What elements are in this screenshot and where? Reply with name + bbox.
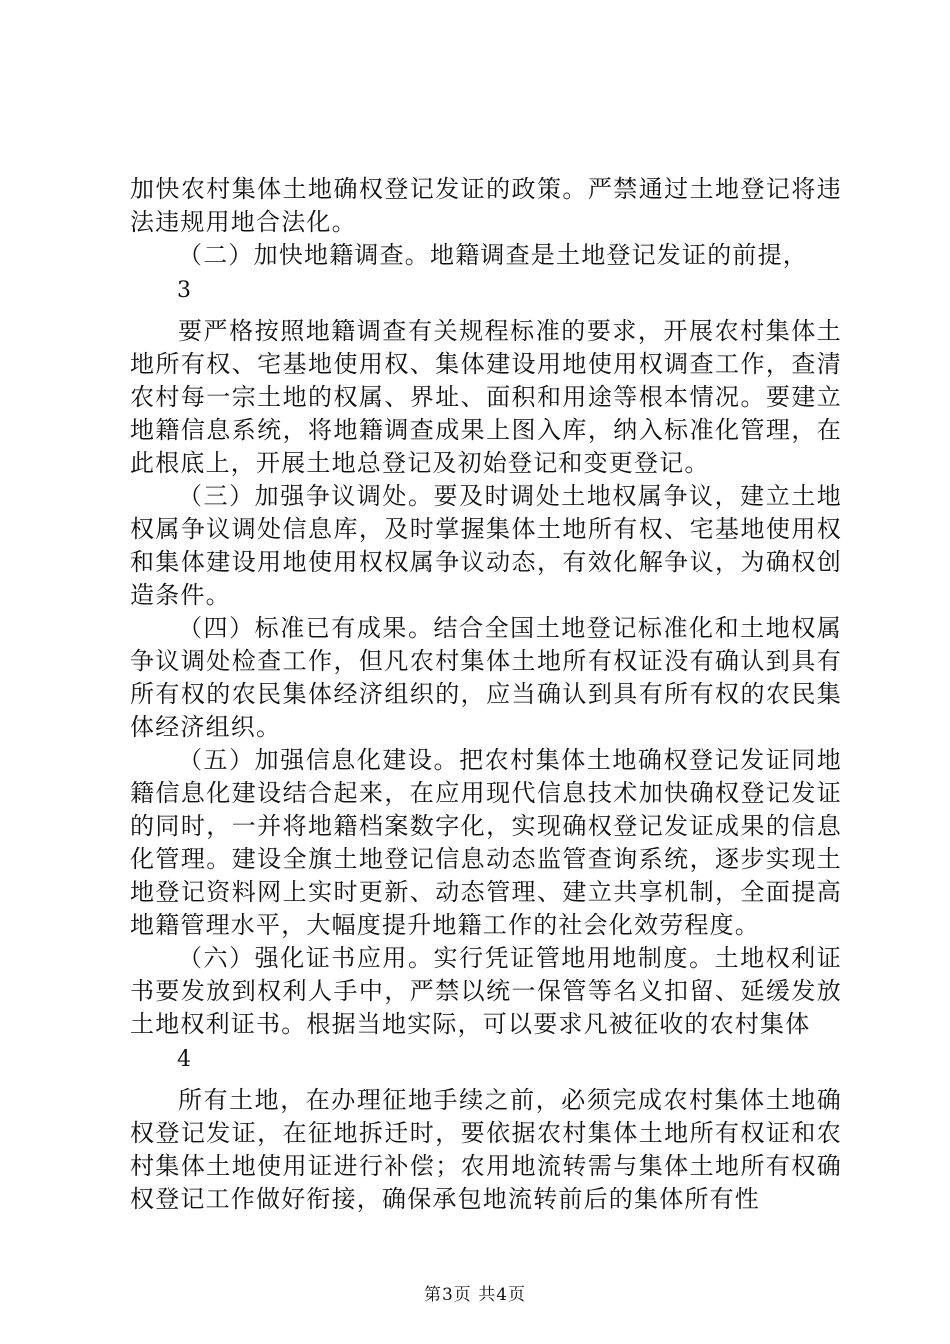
paragraph-section-5: （五）加强信息化建设。把农村集体土地确权登记发证同地籍信息化建设结合起来，在应用现代信息技术加快确权登记发证的同时，一并将地籍档案数字化，实现确权登记发证成果的信息化管理。建设全旗土地登记信息动态监管查询系统，逐步实现土地登记资料网上实时更新、动态管理、建立共享机制，全面提高地籍管理水平，大幅度提升地籍工作的社会化效劳程度。 xyxy=(130,746,842,939)
paragraph-section-2-heading: （二）加快地籍调查。地籍调查是土地登记发证的前提， xyxy=(178,241,808,269)
page-number-marker: 4 xyxy=(177,1047,191,1072)
paragraph-section-3: （三）加强争议调处。要及时调处土地权属争议，建立土地权属争议调处信息库，及时掌握集体土地所有权、宅基地使用权和集体建设用地使用权权属争议动态，有效化解争议，为确权创造条件。 xyxy=(130,482,842,609)
paragraph: 要严格按照地籍调查有关规程标准的要求，开展农村集体土地所有权、宅基地使用权、集体建设用地使用权调查工作，查清农村每一宗土地的权属、界址、面积和用途等根本情况。要建立地籍信息系统，将地籍调查成果上图入库，纳入标准化管理，在此根底上，开展土地总登记及初始登记和变更登记。 xyxy=(130,317,842,477)
page-footer: 第3页 共4页 xyxy=(423,1285,527,1305)
document-body xyxy=(130,173,842,1216)
page-number-marker: 3 xyxy=(177,278,191,303)
paragraph-section-4: （四）标准已有成果。结合全国土地登记标准化和土地权属争议调处检查工作，但凡农村集体土地所有权证没有确认到具有所有权的农民集体经济组织的，应当确认到具有所有权的农民集体经济组织。 xyxy=(130,614,842,741)
paragraph-section-6: （六）强化证书应用。实行凭证管地用地制度。土地权利证书要发放到权利人手中，严禁以统一保管等名义扣留、延缓发放土地权利证书。根据当地实际，可以要求凡被征收的农村集体 xyxy=(130,944,842,1038)
paragraph: 加快农村集体土地确权登记发证的政策。严禁通过土地登记将违法违规用地合法化。 xyxy=(130,175,842,236)
paragraph: 所有土地，在办理征地手续之前，必须完成农村集体土地确权登记发证，在征地拆迁时，要依据农村集体土地所有权证和农村集体土地使用证进行补偿；农用地流转需与集体土地所有权确权登记工作做好衔接，确保承包地流转前后的集体所有性 xyxy=(130,1086,842,1213)
